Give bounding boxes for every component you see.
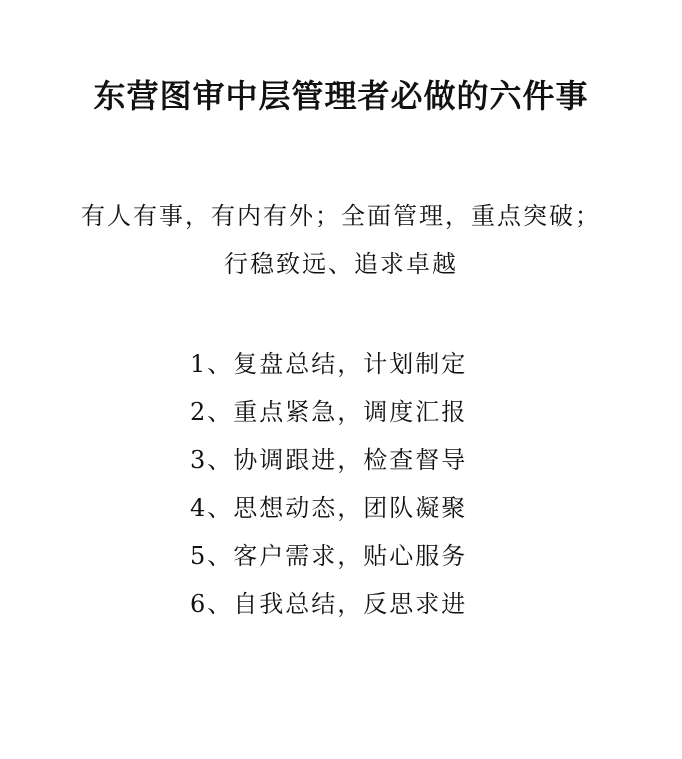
- list-item: 5、客户需求，贴心服务: [190, 542, 468, 570]
- list-item: 1、复盘总结，计划制定: [190, 350, 468, 378]
- motto-line-1: 有人有事，有内有外；全面管理，重点突破；: [81, 202, 601, 230]
- list-item: 4、思想动态，团队凝聚: [190, 494, 468, 522]
- motto-line-2: 行稳致远、追求卓越: [224, 250, 458, 278]
- task-list: [190, 340, 510, 628]
- list-item: 6、自我总结，反思求进: [190, 590, 468, 618]
- list-item: 2、重点紧急，调度汇报: [190, 398, 468, 426]
- list-item: 3、协调跟进，检查督导: [190, 446, 468, 474]
- page-title: 东营图审中层管理者必做的六件事: [93, 77, 589, 115]
